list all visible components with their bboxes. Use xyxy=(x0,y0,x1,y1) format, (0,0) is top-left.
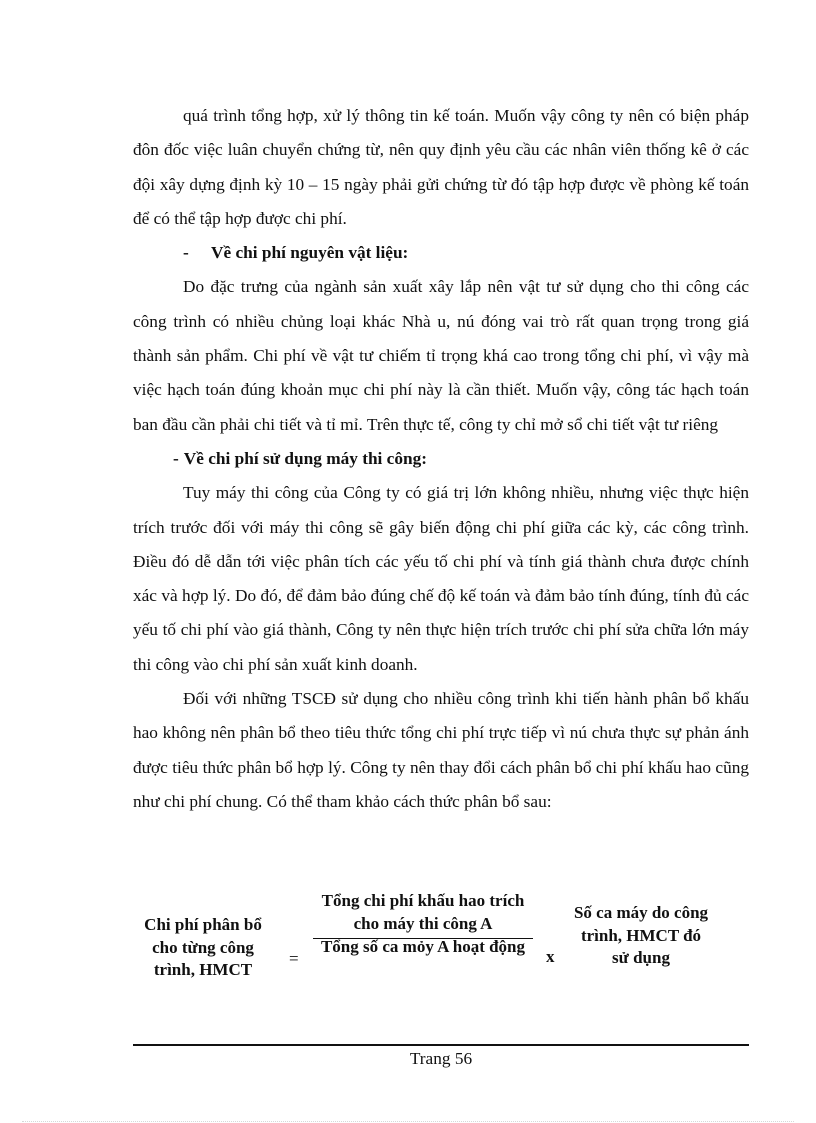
paragraph-materials: Do đặc trưng của ngành sản xuất xây lắp nên vật tư sử dụng cho thi công các công trình có nhiều chủng loại khác Nhà u, nú đóng vai trò rất quan trọng trong giá thành sản phẩm. Chi phí về vật tư chiếm tỉ trọng khá cao trong tổng chi phí, vì vậy mà việc hạch toán đúng khoản mục chi phí này là cần thiết. Muốn vậy, công tác hạch toán ban đầu cần phải chi tiết và tỉ mỉ. Trên thực tế, công ty chỉ mở sổ chi tiết vật tư riêng xyxy=(133,277,749,434)
paragraph-continuation: quá trình tổng hợp, xử lý thông tin kế toán. Muốn vậy công ty nên có biện pháp đôn đốc việc luân chuyển chứng từ, nên quy định yêu cầu các nhân viên thống kê ở các đội xây dựng định kỳ 10 – 15 ngày phải gửi chứng từ đó tập hợp được về phòng kế toán để có thể tập hợp được chi phí. xyxy=(133,106,749,228)
formula-rhs: Số ca máy do công trình, HMCT đó sử dụng xyxy=(573,903,709,967)
heading-materials-text: Về chi phí nguyên vật liệu: xyxy=(211,243,409,263)
page-bottom-border xyxy=(22,1121,794,1122)
formula-numerator: Tổng chi phí khấu hao trích cho máy thi công A xyxy=(321,891,525,933)
body-text xyxy=(133,99,749,819)
formula-times-sign: x xyxy=(546,947,555,966)
paragraph-depreciation: Đối với những TSCĐ sử dụng cho nhiều công trình khi tiến hành phân bổ khấu hao không nên phân bổ theo tiêu thức tổng chi phí trực tiếp vì nú chưa thực sự phản ánh được tiêu thức phân bổ hợp lý. Công ty nên thay đổi cách phân bổ chi phí khấu hao cũng như chi phí chung. Có thể tham khảo cách thức phân bổ sau: xyxy=(133,689,749,811)
paragraph-machines: Tuy máy thi công của Công ty có giá trị lớn không nhiều, nhưng việc thực hiện trích trước đối với máy thi công sẽ gây biến động chi phí giữa các kỳ, các công trình. Điều đó dễ dẫn tới việc phân tích các yếu tố chi phí và tính giá thành chưa được chính xác và hợp lý. Do đó, để đảm bảo đúng chế độ kế toán và đảm bảo tính đúng, tính đủ các yếu tố chi phí vào giá thành, Công ty nên thực hiện trích trước chi phí sửa chữa lớn máy thi công vào chi phí sản xuất kinh doanh. xyxy=(133,483,749,674)
allocation-formula xyxy=(133,888,749,1008)
formula-equals-sign: = xyxy=(289,949,299,968)
footer-rule xyxy=(133,1044,749,1046)
heading-materials-cost xyxy=(133,236,749,270)
formula-fraction xyxy=(313,890,533,959)
page-number: Trang 56 xyxy=(409,1049,473,1068)
heading-dash: - xyxy=(173,448,179,468)
heading-machines-text: Về chi phí sử dụng máy thi công: xyxy=(183,448,427,468)
formula-lhs: Chi phí phân bổ cho từng công trình, HMCT xyxy=(144,915,262,979)
heading-dash: - xyxy=(183,243,189,263)
heading-machine-cost xyxy=(133,442,749,476)
formula-denominator: Tổng số ca mỏy A hoạt động xyxy=(320,937,526,956)
